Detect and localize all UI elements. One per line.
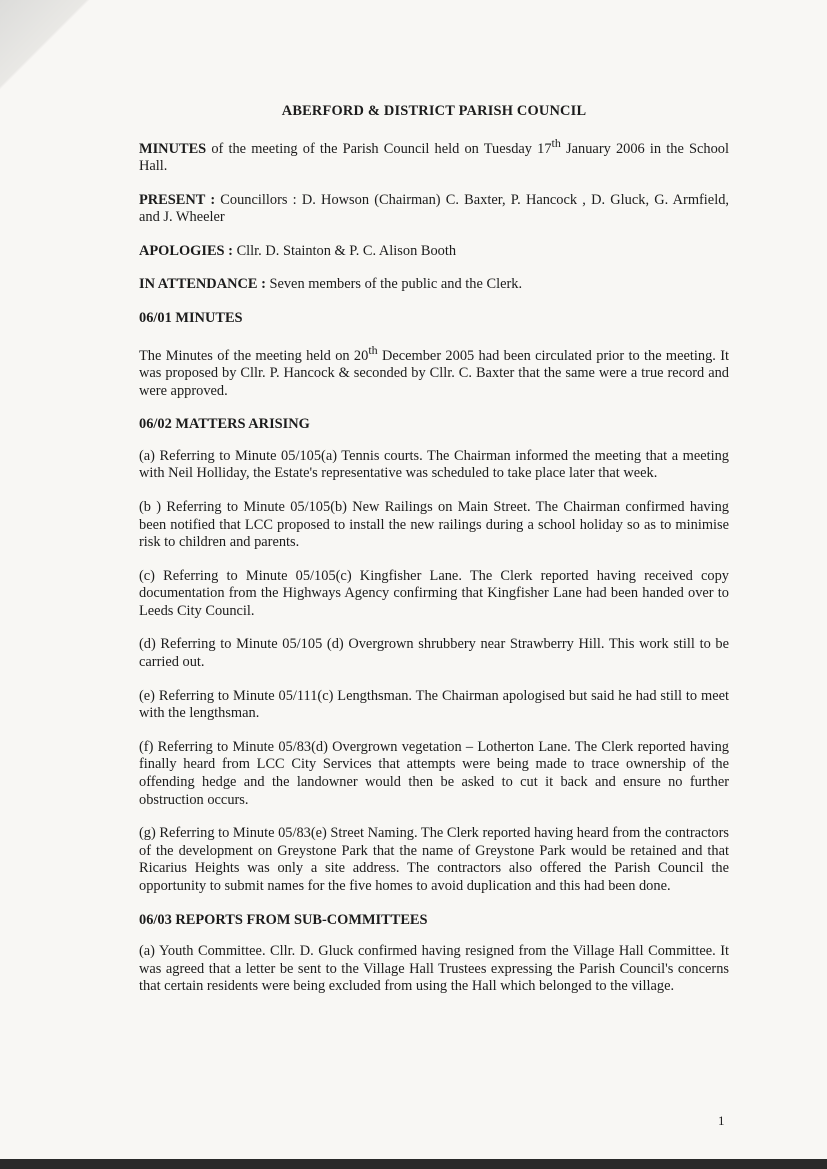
matters-item-d — [139, 636, 729, 671]
matters-heading: 06/02 MATTERS ARISING — [139, 416, 310, 433]
reports-item-ref: (a) Youth Committee. — [139, 943, 266, 960]
scan-bottom-edge — [0, 1159, 827, 1169]
attendance-line — [139, 276, 729, 294]
matters-item-ref: (c) Referring to Minute 05/105(c) Kingfisher Lane. — [139, 567, 462, 584]
page-number: 1 — [718, 1113, 725, 1128]
attendance-text: Seven members of the public and the Clerk. — [265, 276, 523, 293]
matters-item-f — [139, 739, 729, 809]
matters-item-ref: (b ) Referring to Minute 05/105(b) New Railings on Main Street. — [139, 498, 531, 515]
apologies-line — [139, 243, 729, 261]
matters-item-c — [139, 568, 729, 621]
attendance-label: IN ATTENDANCE : — [139, 276, 266, 293]
matters-item-ref: (d) Referring to Minute 05/105 (d) Overgrown shrubbery near Strawberry Hill. — [139, 636, 605, 653]
matters-item-text: The Clerk reported having finally heard from LCC City Services that attempts were being made to trace ownership of the offending hedge and the landowner would then be asked to cut it back and ensure no further obstruction occurs. — [139, 738, 730, 808]
minutes-intro-sup: th — [551, 135, 561, 150]
matters-item-text: This work still to be carried out. — [139, 636, 729, 671]
present-text: Councillors : D. Howson (Chairman) C. Baxter, P. Hancock , D. Gluck, G. Armfield, and J. Wheeler — [139, 191, 729, 226]
page-title: ABERFORD & DISTRICT PARISH COUNCIL — [281, 103, 587, 119]
minutes-intro-text-b: January 2006 in the School Hall. — [139, 140, 729, 174]
matters-item-text: The Clerk reported having heard from the contractors of the development on Greystone Park that the name of Greystone Park would be retained and that Ricarius Heights was only a site address. The contractors also offered the Parish Council the opportunity to submit names for the five homes to avoid duplication and this had been done. — [139, 825, 729, 894]
minutes-sup: th — [368, 342, 378, 357]
matters-item-b — [139, 499, 729, 552]
apologies-text: Cllr. D. Stainton & P. C. Alison Booth — [232, 242, 457, 259]
reports-heading: 06/03 REPORTS FROM SUB-COMMITTEES — [139, 911, 428, 928]
minutes-label: MINUTES — [139, 140, 207, 157]
matters-item-ref: (a) Referring to Minute 05/105(a) Tennis courts. — [139, 447, 423, 464]
matters-item-ref: (e) Referring to Minute 05/111(c) Lengthsman. — [139, 687, 413, 704]
reports-item-a — [139, 943, 729, 996]
minutes-intro-text-a: of the meeting of the Parish Council held on Tuesday 17 — [206, 140, 552, 157]
minutes-heading: 06/01 MINUTES — [139, 309, 243, 326]
minutes-document — [139, 103, 729, 1012]
matters-item-ref: (g) Referring to Minute 05/83(e) Street Naming. — [139, 825, 418, 842]
matters-item-text: The Chairman informed the meeting that a meeting with Neil Holliday, the Estate's representative was scheduled to take place later that week. — [139, 447, 729, 482]
present-label: PRESENT : — [139, 191, 216, 208]
matters-item-ref: (f) Referring to Minute 05/83(d) Overgrown vegetation – Lotherton Lane. — [139, 738, 571, 755]
minutes-text-a: The Minutes of the meeting held on 20 — [139, 347, 369, 364]
reports-item-text: Cllr. D. Gluck confirmed having resigned from the Village Hall Committee. It was agreed that a letter be sent to the Village Hall Trustees expressing the Parish Council's concerns that certain residents were being excluded from using the Hall which belonged to the village. — [139, 943, 729, 995]
minutes-paragraph — [139, 342, 729, 401]
matters-item-text: The Chairman apologised but said he had still to meet with the lengthsman. — [139, 687, 729, 722]
matters-item-e — [139, 688, 729, 723]
matters-item-text: The Clerk reported having received copy documentation from the Highways Agency confirming that Kingfisher Lane had been handed over to Leeds City Council. — [139, 567, 730, 619]
matters-item-g — [139, 825, 729, 895]
matters-item-text: The Chairman confirmed having been notified that LCC proposed to install the new railings during a school holiday so as to minimise risk to children and parents. — [139, 498, 729, 551]
present-line — [139, 192, 729, 227]
matters-item-a — [139, 448, 729, 483]
minutes-text-b: December 2005 had been circulated prior to the meeting. It was proposed by Cllr. P. Hancock & seconded by Cllr. C. Baxter that the same were a true record and were approved. — [139, 347, 729, 399]
folded-corner — [0, 0, 90, 90]
apologies-label: APOLOGIES : — [139, 242, 233, 259]
minutes-intro — [139, 135, 729, 176]
